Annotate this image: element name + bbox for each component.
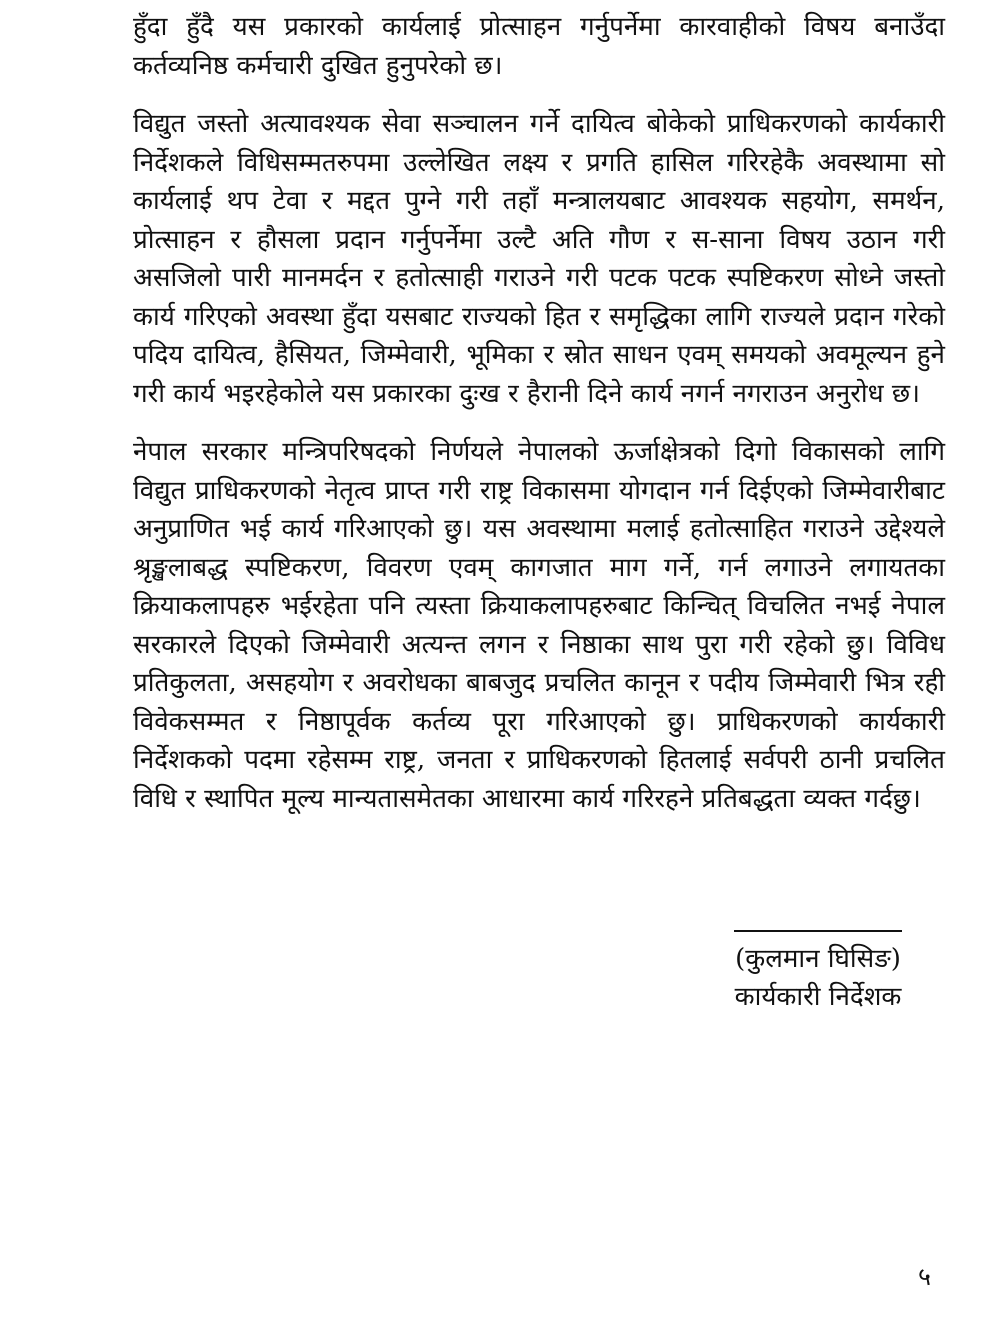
letter-body <box>133 8 945 838</box>
paragraph-3: नेपाल सरकार मन्त्रिपरिषदको निर्णयले नेपालको ऊर्जाक्षेत्रको दिगो विकासको लागि विद्युत प्राधिकरणको नेतृत्व प्राप्त गरी राष्ट्र विकासमा योगदान गर्न दिईएको जिम्मेवारीबाट अनुप्राणित भई कार्य गरिआएको छु। यस अवस्थामा मलाई हतोत्साहित गराउने उद्देश्यले श्रृङ्खलाबद्ध स्पष्टिकरण, विवरण एवम् कागजात माग गर्ने, गर्न लगाउने लगायतका क्रियाकलापहरु भईरहेता पनि त्यस्ता क्रियाकलापहरुबाट किन्चित् विचलित नभई नेपाल सरकारले दिएको जिम्मेवारी अत्यन्त लगन र निष्ठाका साथ पुरा गरी रहेको छु। विविध प्रतिकुलता, असहयोग र अवरोधका बाबजुद प्रचलित कानून र पदीय जिम्मेवारी भित्र रही विवेकसम्मत र निष्ठापूर्वक कर्तव्य पूरा गरिआएको छु। प्राधिकरणको कार्यकारी निर्देशकको पदमा रहेसम्म राष्ट्र, जनता र प्राधिकरणको हितलाई सर्वपरी ठानी प्रचलित विधि र स्थापित मूल्य मान्यतासमेतका आधारमा कार्य गरिरहने प्रतिबद्धता व्यक्त गर्दछु। <box>133 437 945 814</box>
signature-block <box>718 930 918 1016</box>
signatory-title: कार्यकारी निर्देशक <box>734 982 902 1012</box>
signatory-name: (कुलमान घिसिङ) <box>735 944 901 974</box>
signature-rule <box>734 930 902 932</box>
paragraph-1: हुँदा हुँदै यस प्रकारको कार्यलाई प्रोत्साहन गर्नुपर्नेमा कारवाहीको विषय बनाउँदा कर्तव्यनिष्ठ कर्मचारी दुखित हुनुपरेको छ। <box>133 12 945 81</box>
paragraph-2: विद्युत जस्तो अत्यावश्यक सेवा सञ्चालन गर्ने दायित्व बोकेको प्राधिकरणको कार्यकारी निर्देशकले विधिसम्मतरुपमा उल्लेखित लक्ष्य र प्रगति हासिल गरिरहेकै अवस्थामा सो कार्यलाई थप टेवा र मद्दत पुग्ने गरी तहाँ मन्त्रालयबाट आवश्यक सहयोग, समर्थन, प्रोत्साहन र हौसला प्रदान गर्नुपर्नेमा उल्टै अति गौण र स-साना विषय उठान गरी असजिलो पारी मानमर्दन र हतोत्साही गराउने गरी पटक पटक स्पष्टिकरण सोध्ने जस्तो कार्य गरिएको अवस्था हुँदा यसबाट राज्यको हित र समृद्धिका लागि राज्यले प्रदान गरेको पदिय दायित्व, हैसियत, जिम्मेवारी, भूमिका र स्रोत साधन एवम् समयको अवमूल्यन हुने गरी कार्य भइरहेकोले यस प्रकारका दुःख र हैरानी दिने कार्य नगर्न नगराउन अनुरोध छ। <box>133 109 945 409</box>
page-number: ५ <box>918 1262 932 1291</box>
